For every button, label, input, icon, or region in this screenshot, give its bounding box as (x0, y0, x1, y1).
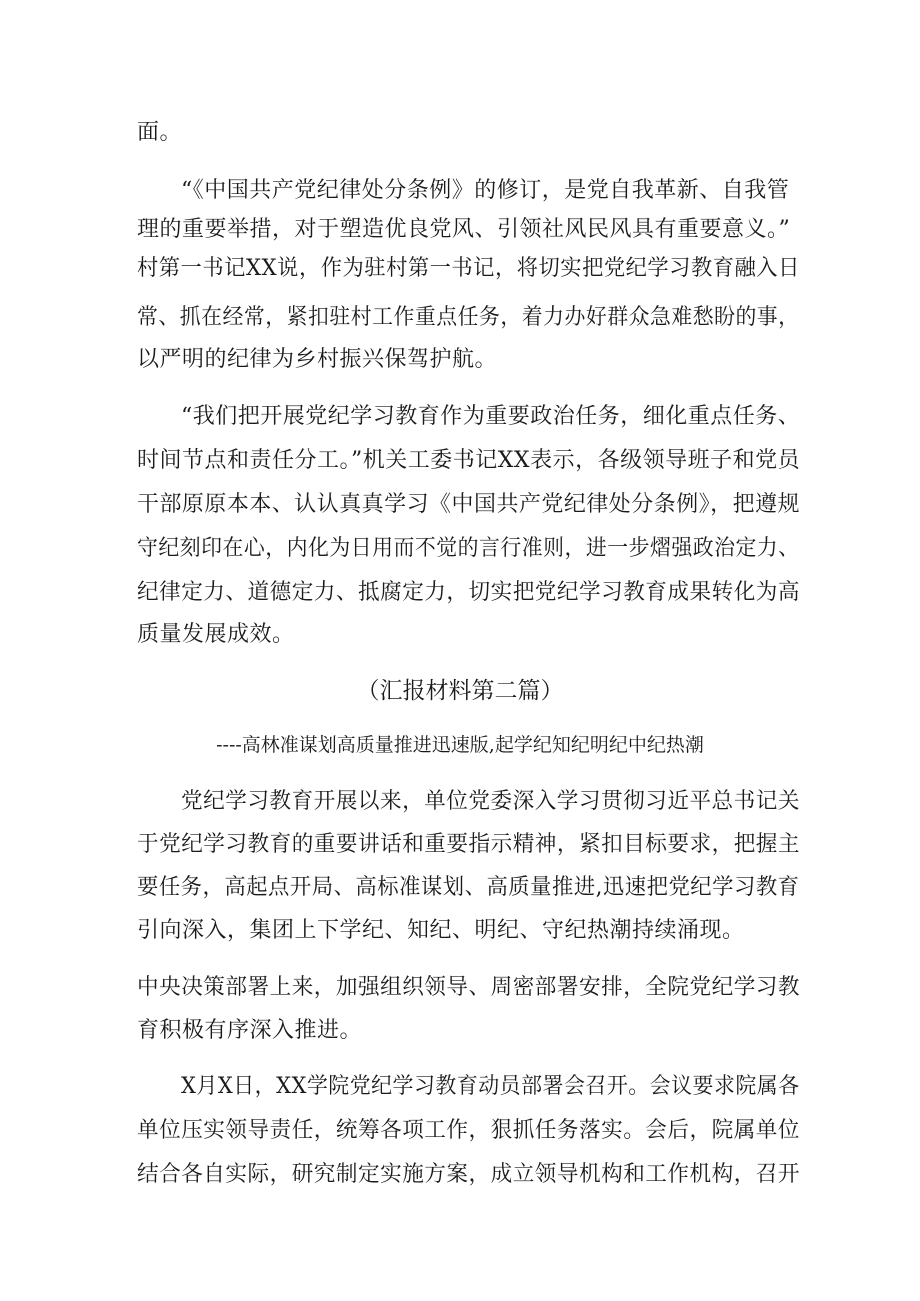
section-subheading: ----高林准谋划高质量推进迅速版,起学纪知纪明纪中纪热潮 (216, 734, 704, 756)
section-heading: （汇报材料第二篇） (356, 678, 564, 704)
text-line: “《中国共产党纪律处分条例》的修订，是党自我革新、自我管 (181, 178, 790, 203)
text-line: 于党纪学习教育的重要讲话和重要指示精神，紧扣目标要求，把握主 (137, 832, 801, 857)
text-line: 常、抓在经常，紧扣驻村工作重点任务，着力办好群众急难愁盼的事， (137, 305, 800, 330)
text-line: 引向深入，集团上下学纪、知纪、明纪、守纪热潮持续涌现。 (137, 918, 745, 943)
text-line: 结合各自实际，研究制定实施方案，成立领导机构和工作机构，召开 (137, 1162, 801, 1187)
text-line: “我们把开展党纪学习教育作为重要政治任务，细化重点任务、 (181, 404, 801, 429)
text-line: 质量发展成效。 (137, 622, 295, 647)
text-line: 以严明的纪律为乡村振兴保驾护航。 (137, 347, 498, 372)
text-line: 干部原原本本、认认真真学习《中国共产党纪律处分条例》，把遵规 (137, 492, 801, 517)
text-line: 守纪刻印在心，内化为日用而不觉的言行准则，进一步熠强政治定力、 (137, 536, 800, 561)
text-line: X月X日，XX学院党纪学习教育动员部署会召开。会议要求院属各 (181, 1074, 800, 1099)
text-line: 面。 (137, 120, 183, 145)
text-line: 要任务，高起点开局、高标准谋划、高质量推进,迅速把党纪学习教育 (137, 875, 800, 900)
text-line: 纪律定力、道德定力、抵腐定力，切实把党纪学习教育成果转化为高 (137, 580, 801, 605)
text-line: 中央决策部署上来，加强组织领导、周密部署安排，全院党纪学习教 (137, 975, 801, 1000)
text-line: 党纪学习教育开展以来，单位党委深入学习贯彻习近平总书记关 (181, 789, 800, 814)
text-line: 单位压实领导责任，统筹各项工作，狠抓任务落实。会后，院属单位 (137, 1118, 801, 1143)
text-line: 时间节点和责任分工。”机关工委书记XX表示，各级领导班子和党员 (137, 448, 801, 473)
text-line: 育积极有序深入推进。 (137, 1018, 363, 1043)
text-line: 理的重要举措，对于塑造优良党风、引领社风民风具有重要意义。” (137, 217, 791, 242)
text-line: 村第一书记XX说，作为驻村第一书记，将切实把党纪学习教育融入日 (137, 256, 800, 281)
